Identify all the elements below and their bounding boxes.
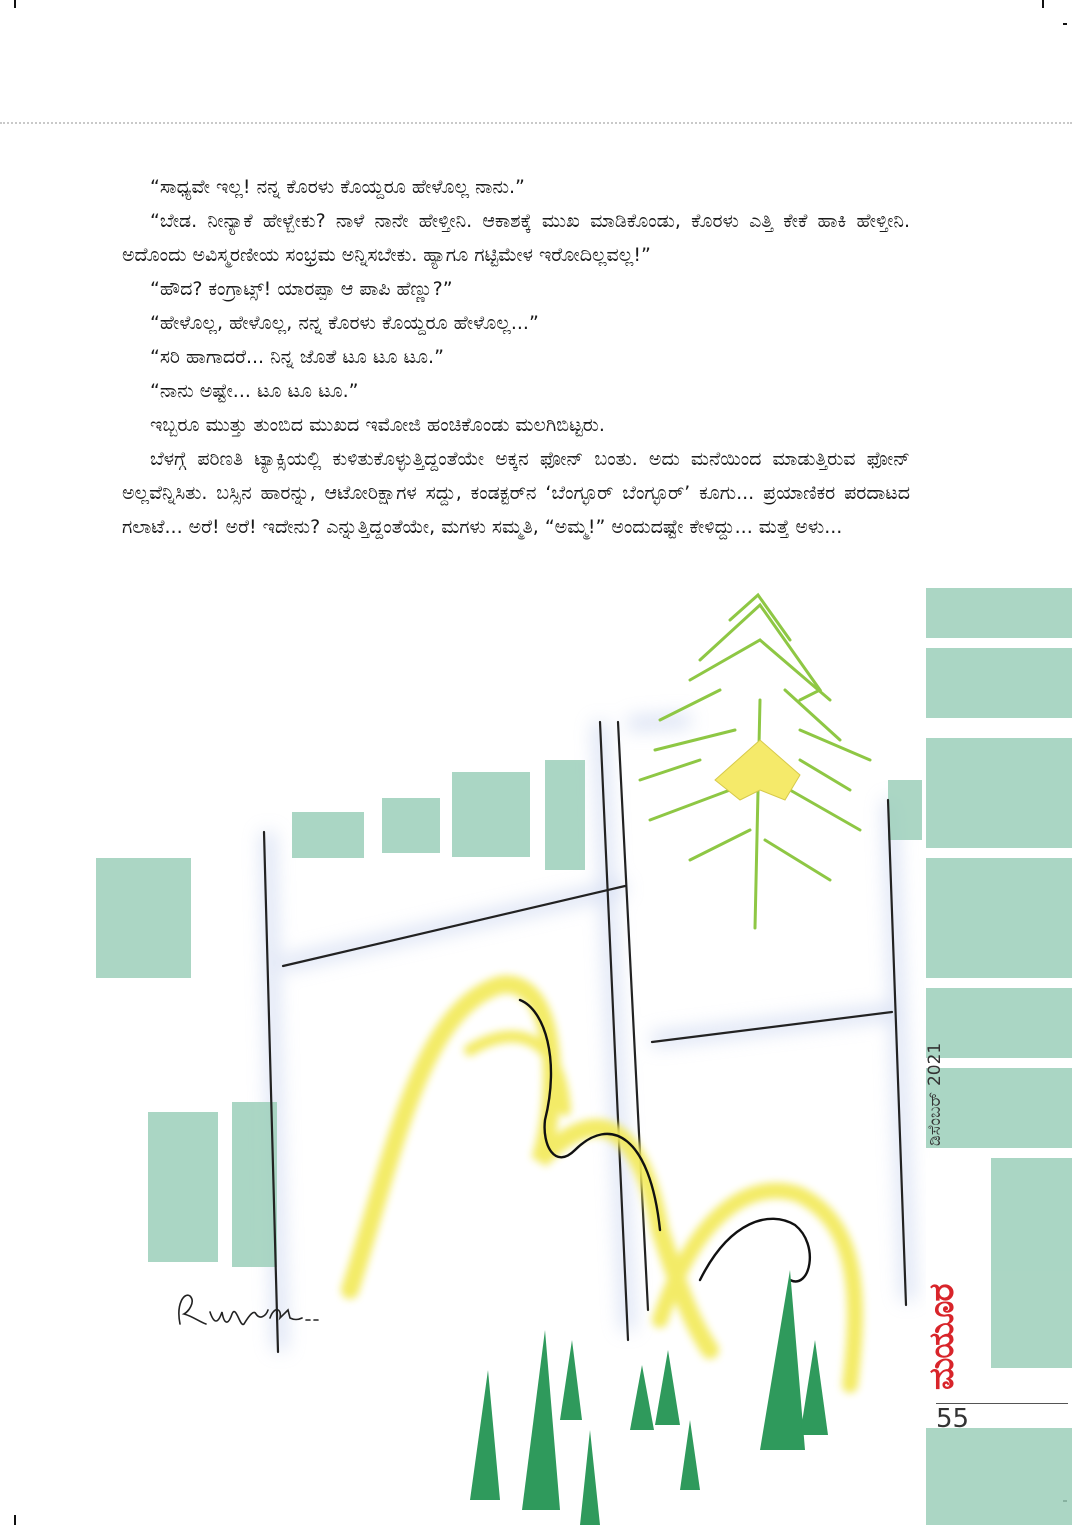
story-paragraph: “ಬೇಡ. ನೀನ್ಯಾಕೆ ಹೇಳ್ಬೇಕು? ನಾಳೆ ನಾನೇ ಹೇಳ್ತೀನಿ. ಆಕಾಶಕ್ಕೆ ಮುಖ ಮಾಡಿಕೊಂಡು, ಕೊರಳು ಎತ್ತಿ ಕೇಕೆ ಹಾಕಿ ಹೇಳ್ತೀನಿ. ಅದೊಂದು ಅವಿಸ್ಮರಣೀಯ ಸಂಭ್ರಮ ಅನ್ನಿಸಬೇಕು. ಹ್ಯಾಗೂ ಗಟ್ಟಿಮೇಳ ಇರೋದಿಲ್ಲವಲ್ಲ!” xyxy=(122,210,910,266)
artist-signature xyxy=(170,1284,330,1334)
story-paragraph: ಬೆಳಗ್ಗೆ ಪರಿಣತಿ ಟ್ಯಾಕ್ಸಿಯಲ್ಲಿ ಕುಳಿತುಕೊಳ್ಳುತ್ತಿದ್ದಂತೆಯೇ ಅಕ್ಕನ ಫೋನ್ ಬಂತು. ಅದು ಮನೆಯಿಂದ ಮಾಡುತ್ತಿರುವ ಫೋನ್ ಅಲ್ಲವೆನ್ನಿಸಿತು. ಬಸ್ಸಿನ ಹಾರನ್ನು, ಆಟೋರಿಕ್ಷಾಗಳ ಸದ್ದು, ಕಂಡಕ್ಟರ್‌ನ ‘ಬೆಂಗ್ಳೂರ್ ಬೆಂಗ್ಳೂರ್’ ಕೂಗು... ಪ್ರಯಾಣಿಕರ ಪರದಾಟದ ಗಲಾಟೆ... ಅರೆ! ಅರೆ! ಇದೇನು? ಎನ್ನುತ್ತಿದ್ದಂತೆಯೇ, ಮಗಳು ಸಮ್ಮತಿ, “ಅಮ್ಮ!” ಅಂದುದಷ್ಟೇ ಕೇಳಿದ್ದು... ಮತ್ತೆ ಅಳು... xyxy=(122,448,910,538)
story-paragraph: “ಸರಿ ಹಾಗಾದರೆ... ನಿನ್ನ ಜೊತೆ ಟೂ ಟೂ ಟೂ.” xyxy=(150,346,444,368)
story-paragraph: “ಹೇಳೊಲ್ಲ, ಹೇಳೊಲ್ಲ, ನನ್ನ ಕೊರಳು ಕೊಯ್ದರೂ ಹೇಳೊಲ್ಲ...” xyxy=(150,312,539,334)
issue-month: ಡಿಸೆಂಬರ್ xyxy=(925,1092,945,1146)
issue-date xyxy=(925,1042,945,1146)
story-paragraph: “ಹೌದ? ಕಂಗ್ರಾಟ್ಸ್! ಯಾರಪ್ಪಾ ಆ ಪಾಪಿ ಹೆಣ್ಣು?” xyxy=(150,278,453,300)
page-number: 55 xyxy=(936,1404,970,1434)
story-paragraph: ಇಬ್ಬರೂ ಮುತ್ತು ತುಂಬಿದ ಮುಖದ ಇಮೋಜಿ ಹಂಚಿಕೊಂಡು ಮಲಗಿಬಿಟ್ಟರು. xyxy=(150,414,605,436)
story-body xyxy=(122,170,910,544)
story-paragraph: “ನಾನು ಅಷ್ಟೇ... ಟೂ ಟೂ ಟೂ.” xyxy=(150,380,359,402)
issue-year: 2021 xyxy=(925,1042,945,1087)
story-paragraph: “ಸಾಧ್ಯವೇ ಇಲ್ಲ! ನನ್ನ ಕೊರಳು ಕೊಯ್ದರೂ ಹೇಳೊಲ್ಲ ನಾನು.” xyxy=(150,176,525,198)
magazine-logo: ಮಯೂರ xyxy=(922,1284,962,1390)
